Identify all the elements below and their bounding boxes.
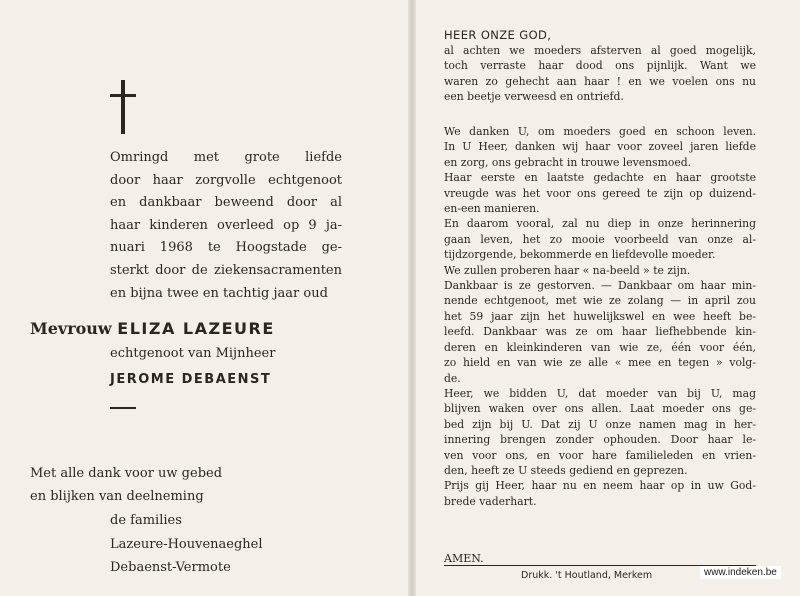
families-list (110, 509, 263, 580)
prayer-line: gaan leven, het zo mooie voorbeeld van onze al- (444, 232, 756, 246)
deceased-name-line (30, 316, 350, 342)
prayer-line: al achten we moeders afsterven al goed mogelijk, (444, 44, 756, 57)
prayer-line: den, heeft ze U steeds gediend en geprezen. (444, 463, 688, 477)
family-line: de families (110, 513, 182, 528)
prayer-line: een beetje verweesd en ontriefd. (444, 90, 624, 104)
thanks-line: Met alle dank voor uw gebed (30, 466, 223, 481)
page-gutter (408, 0, 416, 596)
intro-line: nuari 1968 te Hoogstade ge- (110, 240, 342, 256)
thanks-line: en blijken van deelneming (30, 489, 204, 504)
spouse-name: JEROME DEBAENST (110, 372, 272, 387)
obituary-intro (110, 147, 342, 305)
prayer-line: blijven waken over ons allen. Laat moeder ons ge- (444, 402, 756, 416)
prayer-line: bed zijn bij U. Dat zij U onze namen mag in her- (444, 417, 756, 431)
prayer-paragraph-a (444, 43, 756, 105)
prayer-line: ven voor ons, en voor hare familieleden en vrien- (444, 448, 756, 462)
spouse-label: echtgenoot van Mijnheer (110, 346, 276, 361)
intro-line: en dankbaar beweend door al (110, 195, 342, 211)
prayer-line: de. (444, 371, 461, 385)
amen-text: AMEN. (444, 552, 484, 565)
prayer-line: tijdzorgende, bekommerde en liefdevolle moeder. (444, 248, 716, 262)
prayer-line: Haar eerste en laatste gedachte en haar grootste (444, 171, 756, 185)
family-line: Lazeure-Houvenaeghel (110, 536, 263, 552)
prayer-line: deren en kleinkinderen van wie ze, één voor één, (444, 340, 756, 354)
prayer-line: vreugde was het voor ons gereed te zijn op duizend- (444, 186, 756, 200)
prayer-line: innering brengen zonder ophouden. Door haar le- (444, 433, 756, 447)
intro-line: en bijna twee en tachtig jaar oud (110, 285, 328, 301)
thanks-text (30, 462, 222, 508)
divider (110, 407, 136, 409)
prayer-line: leefd. Dankbaar was ze om haar liefhebbende kin- (444, 325, 756, 339)
watermark-link[interactable]: www.indeken.be (700, 566, 781, 579)
intro-line: Omringd met grote liefde (110, 150, 342, 165)
prayer-line: en zorg, ons gebracht in trouwe levensmoed. (444, 155, 692, 169)
prayer-line: brede vaderhart. (444, 494, 537, 508)
prayer-line: En daarom vooral, zal nu diep in onze herinnering (444, 217, 756, 231)
prayer-line: Dankbaar is ze gestorven. — Dankbaar om haar min- (444, 279, 756, 293)
prayer-line: We zullen proberen haar « na-beeld » te zijn. (444, 263, 691, 277)
prayer-line: waren zo gehecht aan haar ! en we voelen ons nu (444, 74, 756, 88)
prayer-line: toch verraste haar dood ons pijnlijk. Want we (444, 59, 756, 73)
intro-line: door haar zorgvolle echtgenoot (110, 172, 342, 188)
family-line: Debaenst-Vermote (110, 560, 231, 575)
printer-credit: Drukk. 't Houtland, Merkem (521, 570, 653, 581)
prayer-line: Prijs gij Heer, haar nu en neem haar op in uw God- (444, 479, 756, 493)
title-prefix: Mevrouw (30, 319, 112, 338)
prayer-line: het 59 jaar zijn het huwelijkswel en wee heeft be- (444, 309, 756, 323)
cross-icon (110, 80, 136, 134)
prayer-heading: HEER ONZE GOD, (444, 28, 552, 42)
intro-line: sterkt door de ziekensacramenten (110, 262, 342, 278)
prayer-line: In U Heer, danken wij haar voor zoveel jaren liefde (444, 140, 756, 154)
prayer-line: en-een manieren. (444, 202, 540, 216)
prayer-line: zo hield en van wie ze alle « mee en tegen » volg- (444, 356, 756, 370)
prayer-line: nende echtgenoot, met wie ze zolang — in april zou (444, 294, 756, 308)
prayer-line: We danken U, om moeders goed en schoon leven. (444, 125, 756, 138)
prayer-line: Heer, we bidden U, dat moeder van bij U, mag (444, 386, 756, 400)
deceased-name: ELIZA LAZEURE (117, 319, 275, 338)
intro-line: haar kinderen overleed op 9 ja- (110, 217, 342, 233)
prayer-paragraph-b (444, 124, 756, 509)
